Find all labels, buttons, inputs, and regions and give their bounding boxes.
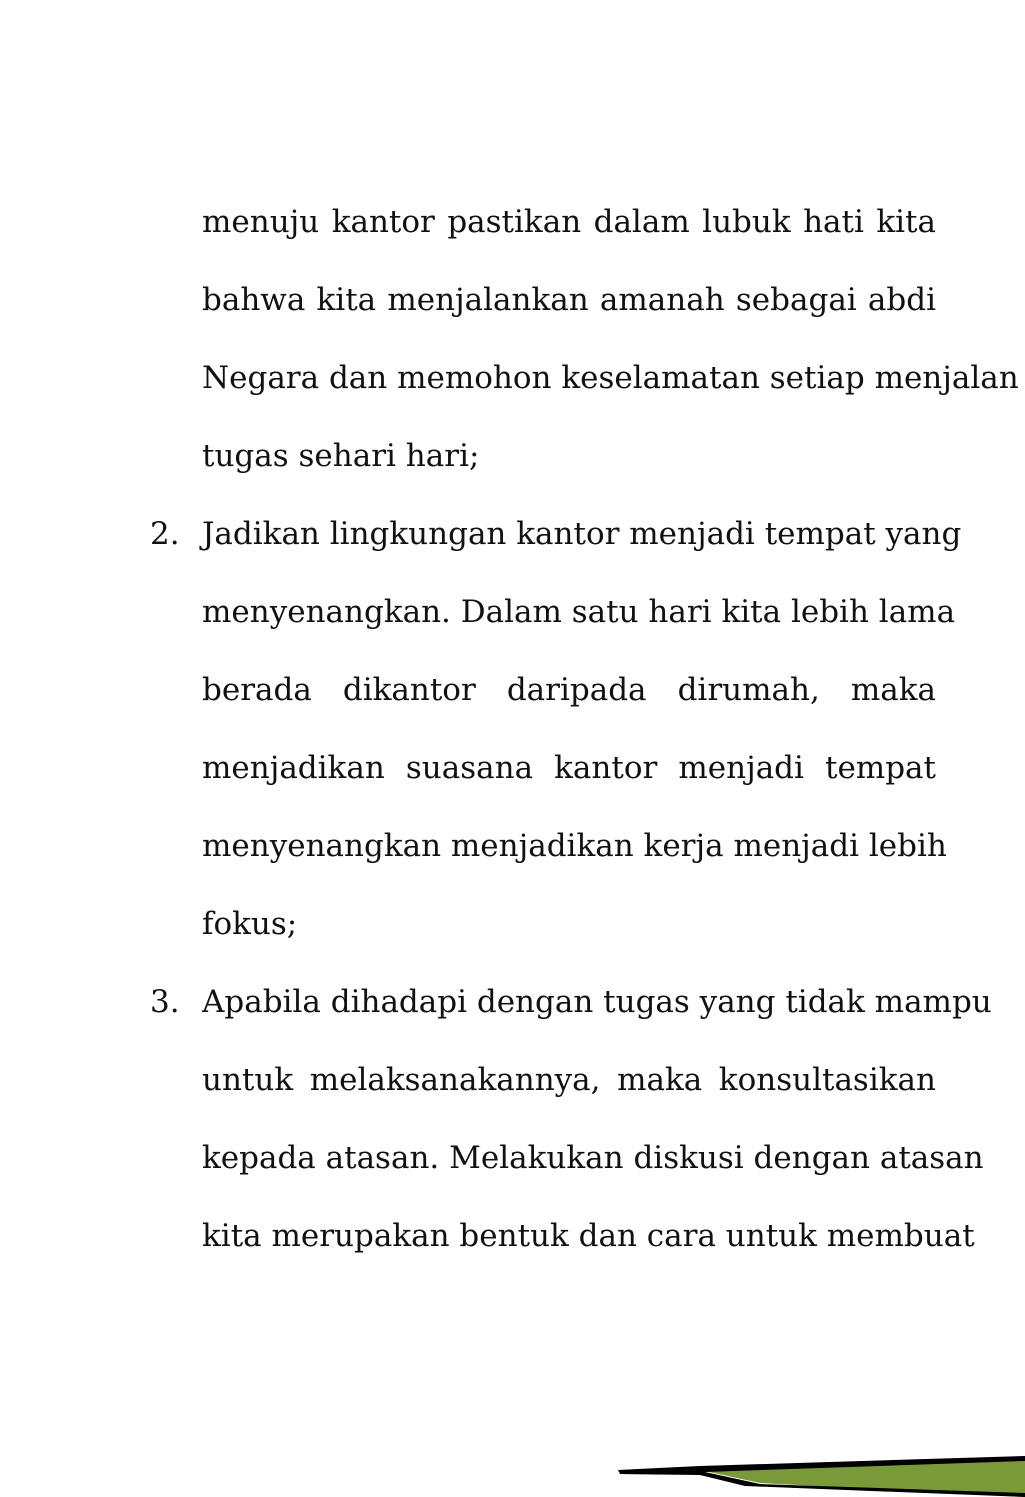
list-item-line: Apabila dihadapi dengan tugas yang tidak mampu (202, 984, 992, 1020)
list-item-number: 3. (150, 984, 180, 1020)
list-item-line: kepada atasan. Melakukan diskusi dengan atasan (202, 1140, 984, 1176)
list-item-line: kita merupakan bentuk dan cara untuk membuat (202, 1218, 975, 1254)
list-item-number: 2. (150, 516, 180, 552)
paragraph-line: menuju kantor pastikan dalam lubuk hati kita (202, 204, 936, 240)
list-item-line: menjadikan suasana kantor menjadi tempat (202, 750, 936, 786)
list-item-line: menyenangkan. Dalam satu hari kita lebih lama (202, 594, 956, 630)
list-item-line: Jadikan lingkungan kantor menjadi tempat yang (202, 516, 962, 552)
list-item-line: menyenangkan menjadikan kerja menjadi lebih (202, 828, 947, 864)
list-item-line: fokus; (202, 906, 298, 942)
paragraph-line: Negara dan memohon keselamatan setiap menjalan (202, 360, 1019, 396)
list-item-line: berada dikantor daripada dirumah, maka (202, 672, 936, 708)
paragraph-line: tugas sehari hari; (202, 438, 480, 474)
list-item-line: untuk melaksanakannya, maka konsultasikan (202, 1062, 936, 1098)
paragraph-line: bahwa kita menjalankan amanah sebagai abdi (202, 282, 936, 318)
